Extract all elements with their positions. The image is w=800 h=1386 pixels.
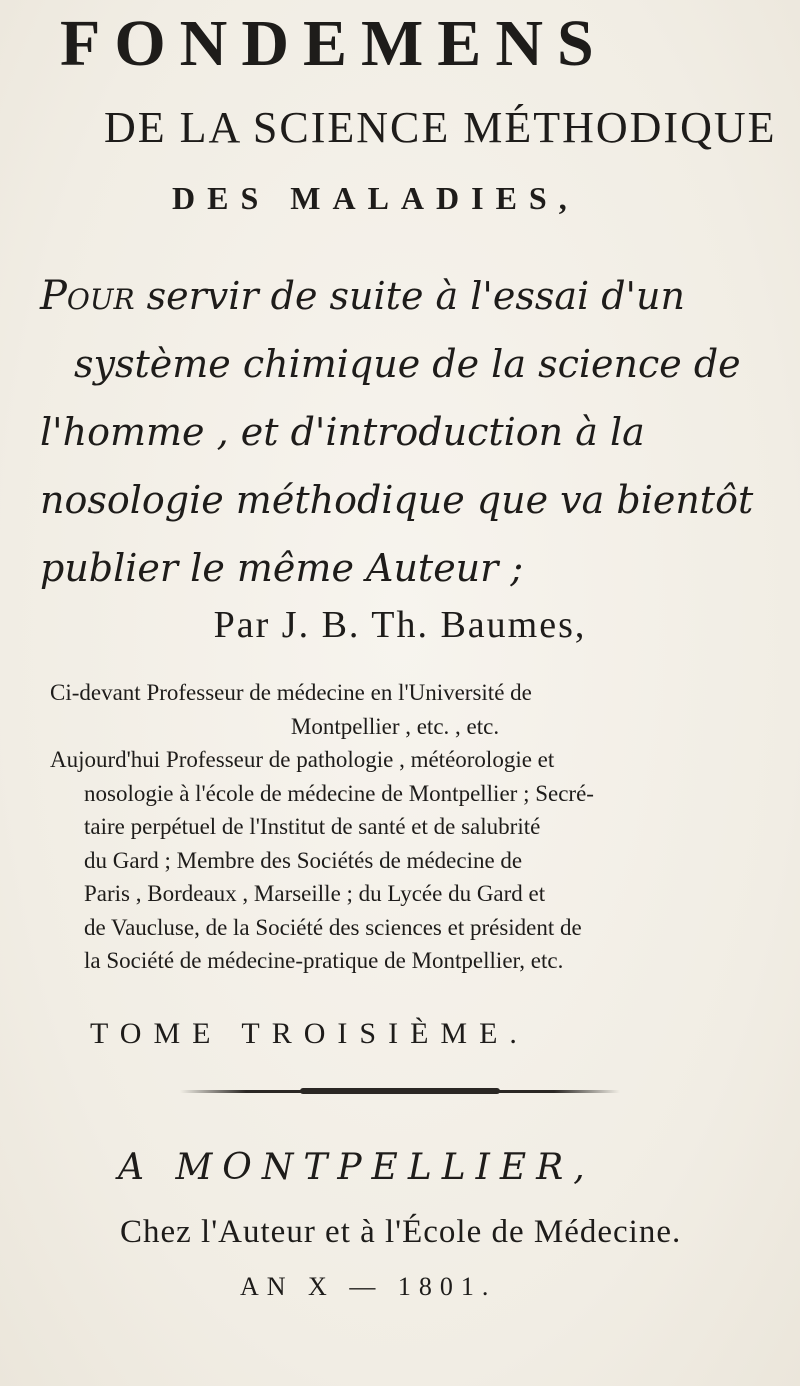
purpose-line: système chimique de la science de [74,342,741,386]
purpose-line: l'homme , et d'introduction à la [40,410,645,454]
credential-line: Montpellier , etc. , etc. [290,713,500,739]
publication-place: A MONTPELLIER, [118,1147,595,1188]
credential-line: Ci-devant Professeur de médecine en l'Université de [50,680,532,705]
credential-line: de Vaucluse, de la Société des sciences et président de [84,914,582,940]
purpose-lead-word: Pour [40,273,135,319]
purpose-line: nosologie méthodique que va bientôt [40,478,754,522]
publisher-line: Chez l'Auteur et à l'École de Médecine. [120,1214,682,1250]
author-line: Par J. B. Th. Baumes, [213,604,587,646]
subtitle-line-2: DES MALADIES, [172,180,579,216]
author-credentials [50,676,740,978]
credential-line: taire perpétuel de l'Institut de santé et de salubrité [84,814,541,839]
credential-line: Paris , Bordeaux , Marseille ; du Lycée du Gard et [84,881,546,906]
purpose-line-text: servir de suite à l'essai d'un [134,274,685,318]
credential-line: nosologie à l'école de médecine de Montpellier ; Secré- [84,780,594,806]
publication-date: AN X — 1801. [240,1272,497,1301]
subtitle-line-1: DE LA SCIENCE MÉTHODIQUE [104,103,777,152]
main-title: FONDEMENS [60,7,608,80]
purpose-statement [40,262,770,602]
credential-line: du Gard ; Membre des Sociétés de médecine de [84,847,523,873]
credential-line: Aujourd'hui Professeur de pathologie , météorologie et [50,747,555,772]
volume-label: TOME TROISIÈME. [90,1017,529,1050]
ornamental-rule-center [300,1088,500,1094]
purpose-line [40,262,770,330]
credential-line: la Société de médecine-pratique de Montpellier, etc. [84,948,564,973]
purpose-line: publier le même Auteur ; [40,546,524,590]
